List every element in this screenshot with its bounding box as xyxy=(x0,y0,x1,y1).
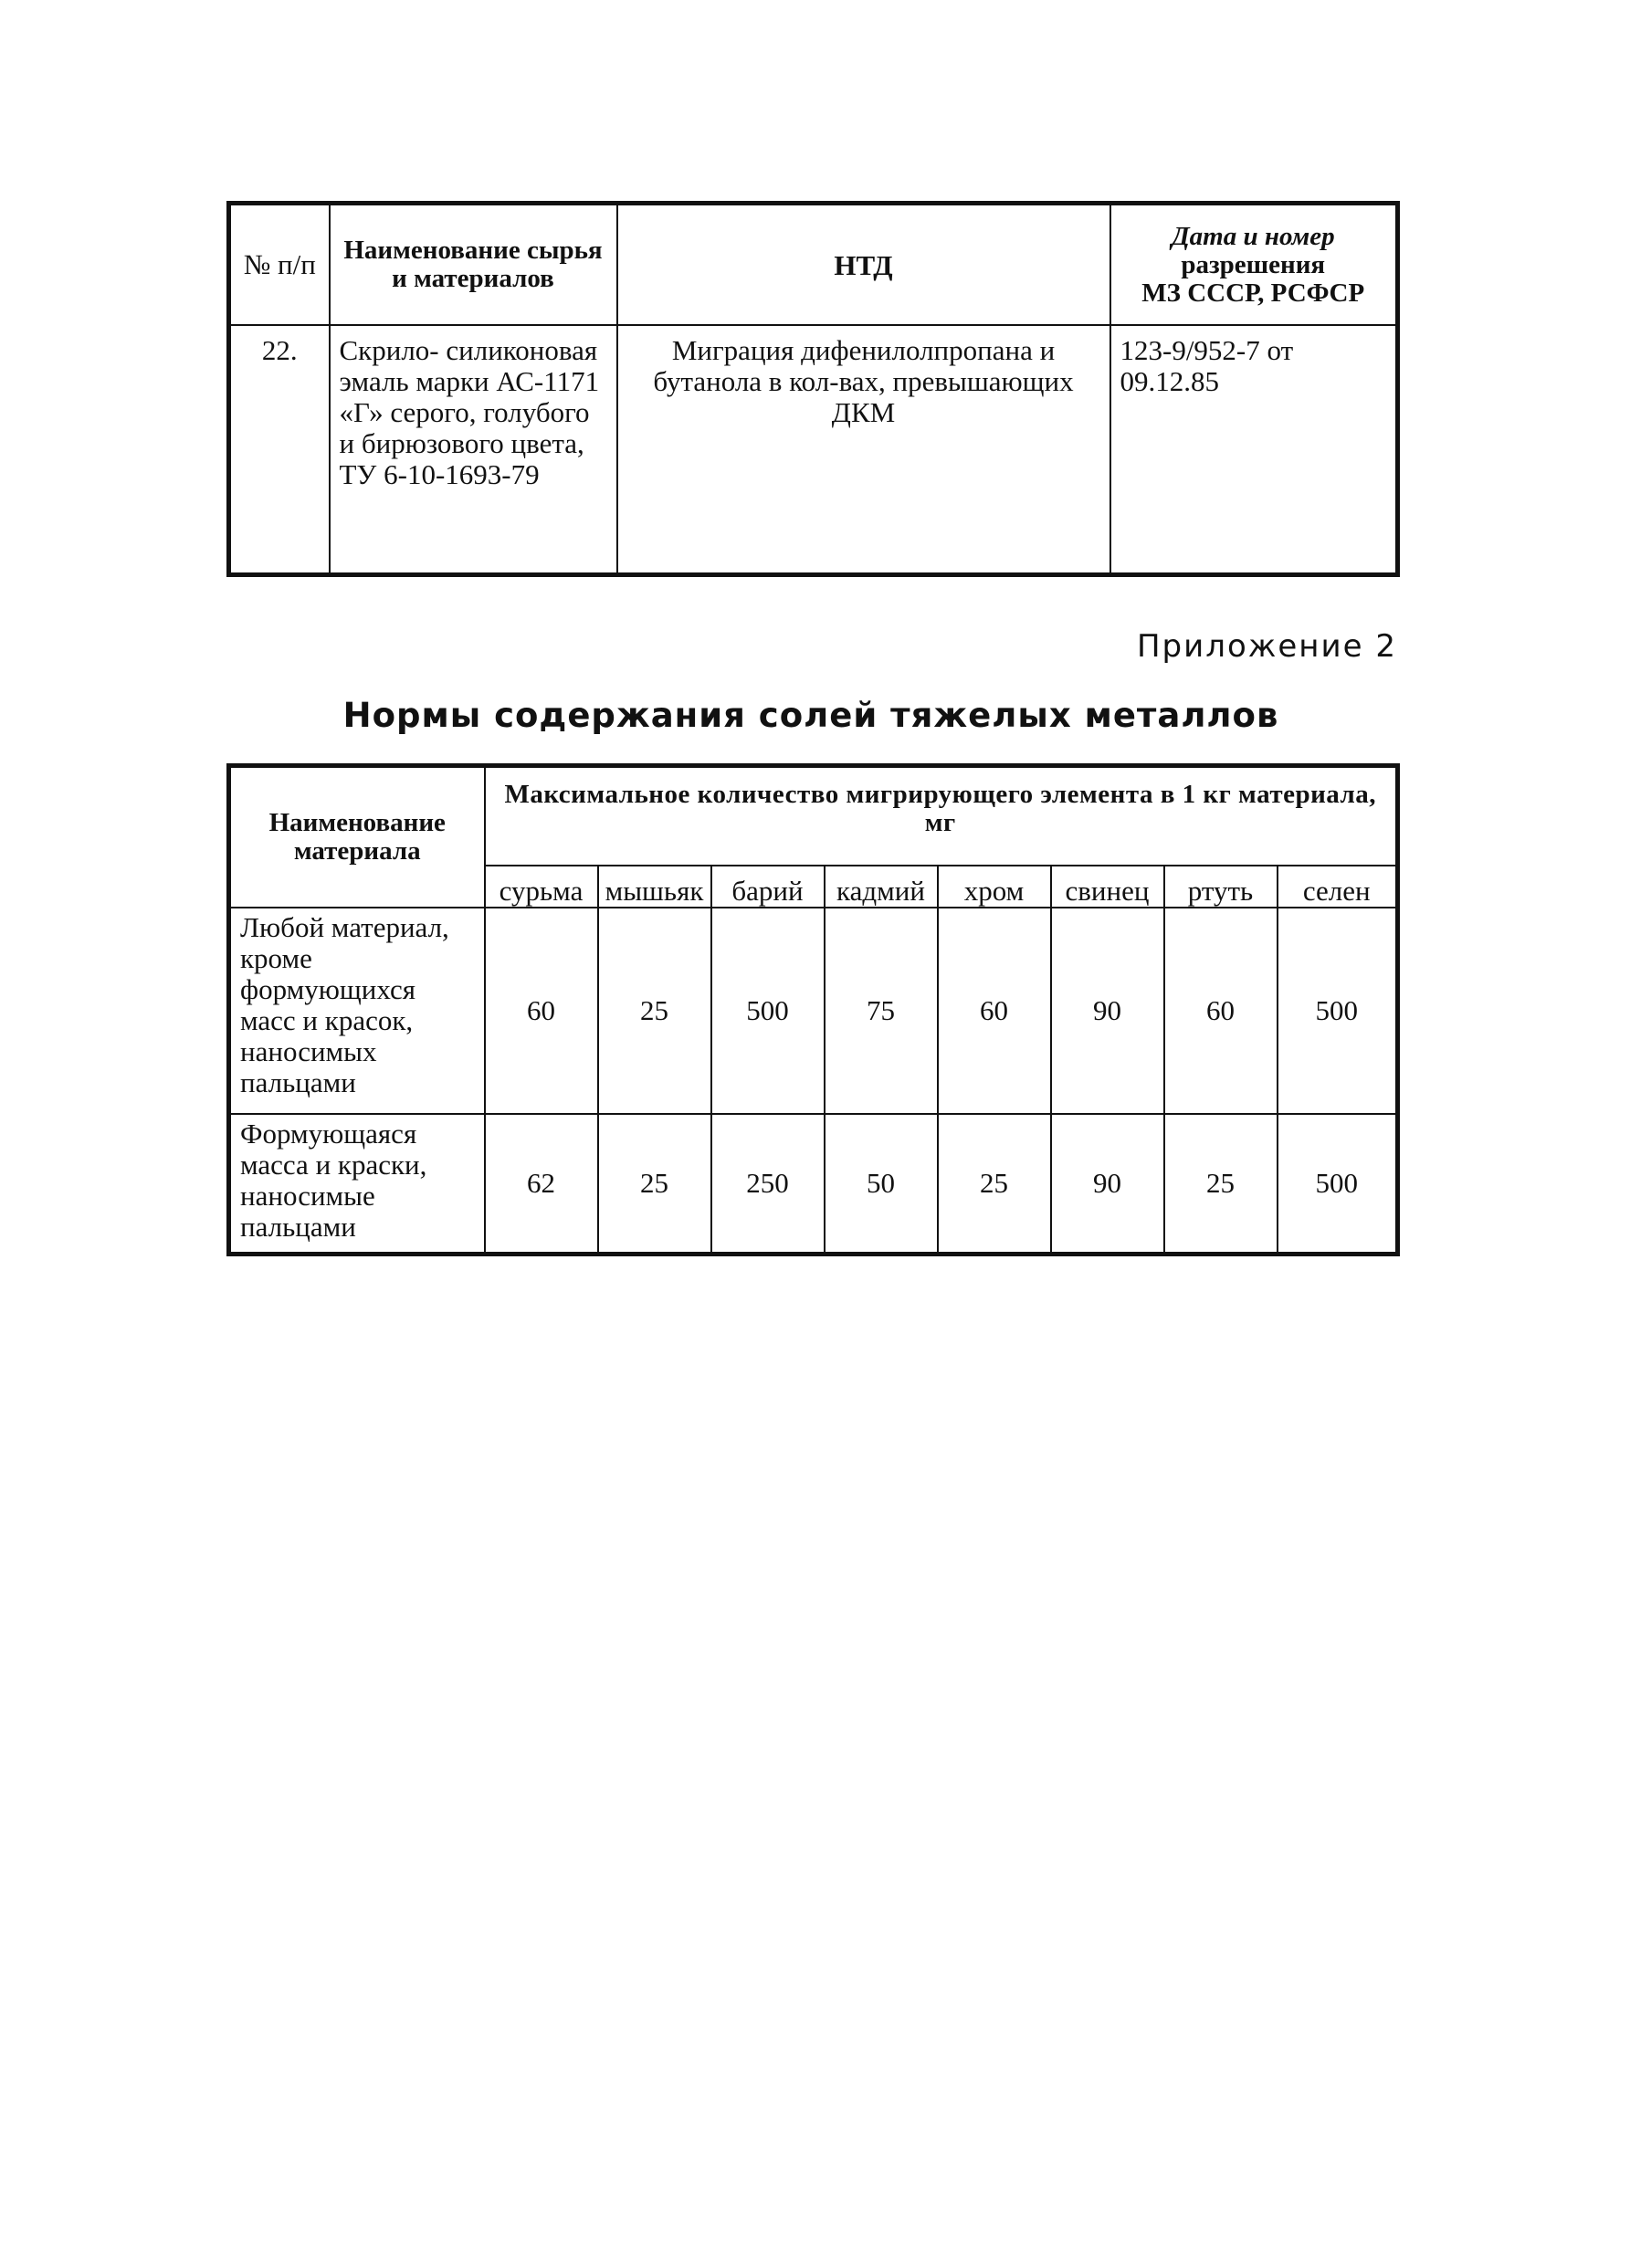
permits-table-header-row xyxy=(229,204,1398,326)
value-cadmium: 50 xyxy=(825,1114,938,1255)
value-arsenic: 25 xyxy=(598,908,711,1114)
value-selenium: 500 xyxy=(1278,908,1398,1114)
row-ntd: Миграция дифенилолпропана и бутанола в кол-вах, превышающих ДКМ xyxy=(617,325,1110,575)
header-number: № п/п xyxy=(229,204,330,326)
header-element-arsenic: мышьяк xyxy=(598,866,711,908)
header-material-name: Наименование сырья и материалов xyxy=(330,204,617,326)
value-cadmium: 75 xyxy=(825,908,938,1114)
section-title: Нормы содержания солей тяжелых металлов xyxy=(342,696,1279,735)
value-mercury: 25 xyxy=(1164,1114,1278,1255)
value-lead: 90 xyxy=(1051,1114,1164,1255)
header-element-cadmium: кадмий xyxy=(825,866,938,908)
header-material: Наименование материала xyxy=(229,766,485,908)
value-lead: 90 xyxy=(1051,908,1164,1114)
header-permit-date xyxy=(1110,204,1398,326)
value-chromium: 60 xyxy=(938,908,1051,1114)
header-element-antimony: сурьма xyxy=(485,866,598,908)
value-chromium: 25 xyxy=(938,1114,1051,1255)
table-row xyxy=(229,908,1398,1114)
row-material-name: Скрило- силиконовая эмаль марки АС-1171 «Г» серого, голубого и бирюзового цвета, ТУ 6-10-1693-79 xyxy=(330,325,617,575)
row-material: Любой материал, кроме формующихся масс и красок, наносимых пальцами xyxy=(229,908,485,1114)
row-material: Формующаяся масса и краски, наносимые пальцами xyxy=(229,1114,485,1255)
value-barium: 250 xyxy=(711,1114,825,1255)
heavy-metals-table xyxy=(226,763,1400,1256)
value-mercury: 60 xyxy=(1164,908,1278,1114)
row-number: 22. xyxy=(229,325,330,575)
header-element-barium: барий xyxy=(711,866,825,908)
table-row xyxy=(229,325,1398,575)
value-selenium: 500 xyxy=(1278,1114,1398,1255)
header-element-lead: свинец xyxy=(1051,866,1164,908)
header-permit-date-line3: МЗ СССР, РСФСР xyxy=(1141,278,1365,308)
header-ntd: НТД xyxy=(617,204,1110,326)
permits-table xyxy=(226,201,1400,577)
value-antimony: 60 xyxy=(485,908,598,1114)
header-element-selenium: селен xyxy=(1278,866,1398,908)
header-max-quantity: Максимальное количество мигрирующего элемента в 1 кг материала, мг xyxy=(485,766,1398,866)
header-permit-date-line1: Дата и номер xyxy=(1171,221,1335,251)
heavy-metals-header-row xyxy=(229,766,1398,866)
value-antimony: 62 xyxy=(485,1114,598,1255)
value-barium: 500 xyxy=(711,908,825,1114)
header-element-chromium: хром xyxy=(938,866,1051,908)
appendix-label: Приложение 2 xyxy=(1136,628,1397,665)
table-row xyxy=(229,1114,1398,1255)
value-arsenic: 25 xyxy=(598,1114,711,1255)
header-element-mercury: ртуть xyxy=(1164,866,1278,908)
header-permit-date-line2: разрешения xyxy=(1181,249,1326,279)
row-permit-date: 123-9/952-7 от 09.12.85 xyxy=(1110,325,1398,575)
